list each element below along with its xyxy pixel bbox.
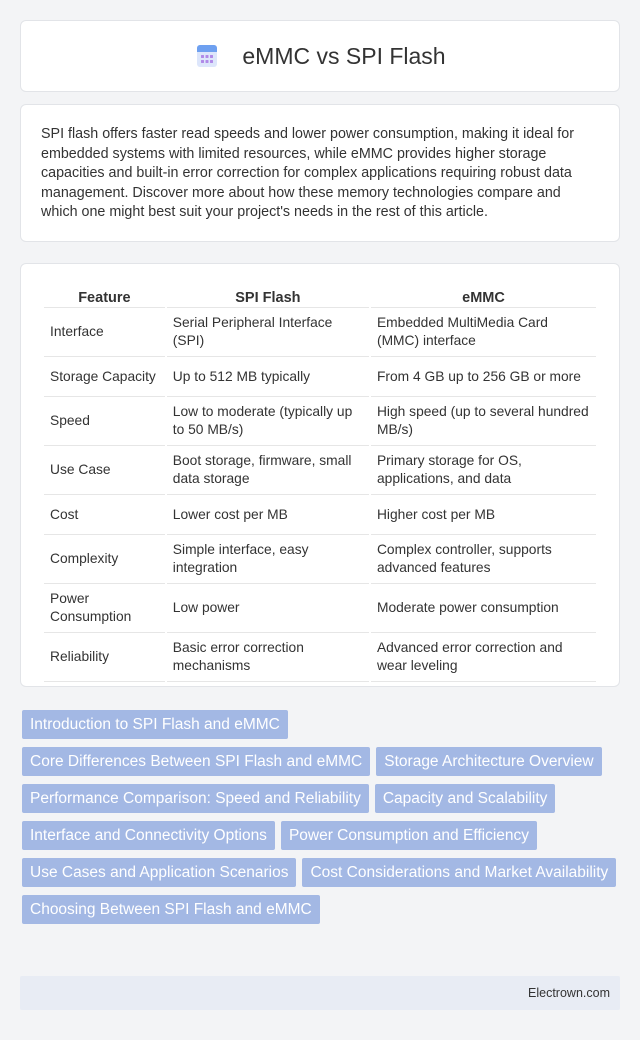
emmc-cell: Embedded MultiMedia Card (MMC) interface <box>371 308 596 357</box>
tag-performance-comparison[interactable]: Performance Comparison: Speed and Reliability <box>22 784 369 813</box>
emmc-cell: High speed (up to several hundred MB/s) <box>371 397 596 446</box>
column-header-emmc: eMMC <box>371 282 596 308</box>
tag-core-differences[interactable]: Core Differences Between SPI Flash and eMMC <box>22 747 370 776</box>
tag-storage-architecture[interactable]: Storage Architecture Overview <box>376 747 601 776</box>
title-wrap <box>194 43 445 70</box>
table-row <box>44 495 596 535</box>
spi-flash-cell: Low power <box>167 584 369 633</box>
footer-site-name: Electrown.com <box>528 986 610 1000</box>
spi-flash-cell: Up to 512 MB typically <box>167 357 369 397</box>
spi-flash-cell: Lower cost per MB <box>167 495 369 535</box>
spi-flash-cell: Basic error correction mechanisms <box>167 633 369 682</box>
feature-cell: Use Case <box>44 446 165 495</box>
intro-card <box>20 104 620 242</box>
comparison-table <box>42 282 598 682</box>
tag-introduction[interactable]: Introduction to SPI Flash and eMMC <box>22 710 288 739</box>
spi-flash-cell: Serial Peripheral Interface (SPI) <box>167 308 369 357</box>
emmc-cell: Complex controller, supports advanced features <box>371 535 596 584</box>
feature-cell: Reliability <box>44 633 165 682</box>
feature-cell: Power Consumption <box>44 584 165 633</box>
tag-capacity-scalability[interactable]: Capacity and Scalability <box>375 784 556 813</box>
footer <box>20 976 620 1010</box>
table-row <box>44 633 596 682</box>
emmc-cell: Moderate power consumption <box>371 584 596 633</box>
table-row <box>44 584 596 633</box>
emmc-cell: From 4 GB up to 256 GB or more <box>371 357 596 397</box>
comparison-table-card <box>20 263 620 687</box>
tag-choosing-between[interactable]: Choosing Between SPI Flash and eMMC <box>22 895 320 924</box>
feature-cell: Speed <box>44 397 165 446</box>
feature-cell: Cost <box>44 495 165 535</box>
table-row <box>44 357 596 397</box>
emmc-cell: Primary storage for OS, applications, and data <box>371 446 596 495</box>
page-title: eMMC vs SPI Flash <box>242 42 446 69</box>
emmc-cell: Advanced error correction and wear leveling <box>371 633 596 682</box>
memory-chip-icon <box>194 43 220 69</box>
spi-flash-cell: Low to moderate (typically up to 50 MB/s) <box>167 397 369 446</box>
spi-flash-cell: Simple interface, easy integration <box>167 535 369 584</box>
spi-flash-cell: Boot storage, firmware, small data storage <box>167 446 369 495</box>
tag-power-consumption[interactable]: Power Consumption and Efficiency <box>281 821 537 850</box>
column-header-feature: Feature <box>44 282 165 308</box>
header-card <box>20 20 620 92</box>
feature-cell: Complexity <box>44 535 165 584</box>
table-row <box>44 446 596 495</box>
emmc-cell: Higher cost per MB <box>371 495 596 535</box>
column-header-spi-flash: SPI Flash <box>167 282 369 308</box>
feature-cell: Interface <box>44 308 165 357</box>
topic-tags <box>22 710 622 924</box>
intro-paragraph: SPI flash offers faster read speeds and lower power consumption, making it ideal for embedded systems with limited resources, while eMMC provides higher storage capacities and built-in error correction for complex applications requiring robust data management. Discover more about how these memory technologies compare and which one might best suit your project's needs in the rest of this article. <box>41 126 574 221</box>
table-row <box>44 397 596 446</box>
tag-use-cases[interactable]: Use Cases and Application Scenarios <box>22 858 296 887</box>
tag-interface-connectivity[interactable]: Interface and Connectivity Options <box>22 821 275 850</box>
feature-cell: Storage Capacity <box>44 357 165 397</box>
table-row <box>44 308 596 357</box>
tag-cost-considerations[interactable]: Cost Considerations and Market Availability <box>302 858 616 887</box>
table-header-row <box>44 282 596 308</box>
table-row <box>44 535 596 584</box>
